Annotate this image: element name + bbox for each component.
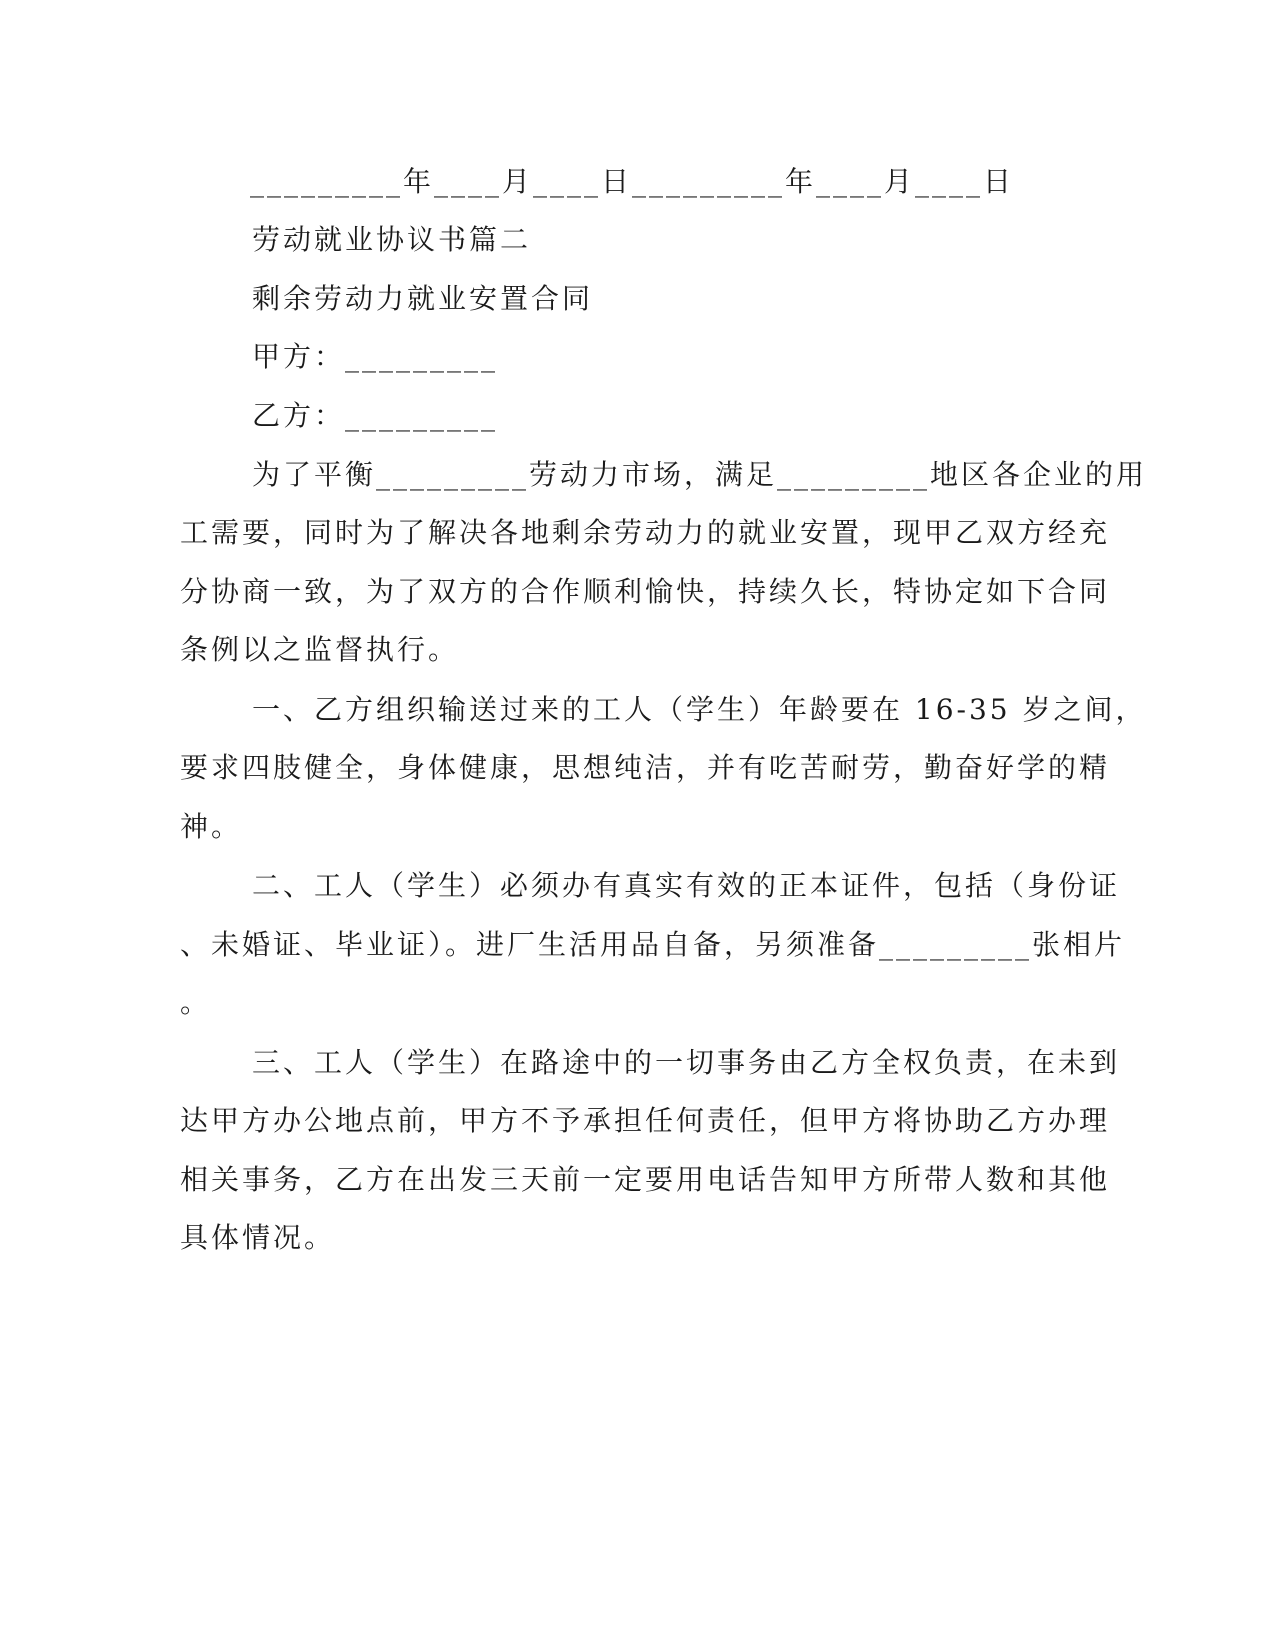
contract-title: 剩余劳动力就业安置合同 [252, 282, 594, 315]
clause-3-line: 达甲方办公地点前，甲方不予承担任何责任，但甲方将协助乙方办理 [180, 1104, 1111, 1137]
clause-3-line: 三、工人（学生）在路途中的一切事务由乙方全权负责，在未到 [252, 1046, 1121, 1079]
clause-3-line: 具体情况。 [180, 1221, 336, 1254]
clause-1-line: 一、乙方组织输送过来的工人（学生）年龄要在 16-35 岁之间， [252, 693, 1147, 726]
clause-1-line: 要求四肢健全，身体健康，思想纯洁，并有吃苦耐劳，勤奋好学的精 [180, 751, 1111, 784]
party-a-line: 甲方：_________ [252, 340, 499, 373]
intro-line: 条例以之监督执行。 [180, 633, 460, 666]
clause-2-line: 二、工人（学生）必须办有真实有效的正本证件，包括（身份证 [252, 869, 1121, 902]
date-line: _________年____月____日_________年____月____日 [250, 165, 1015, 198]
clause-3-line: 相关事务，乙方在出发三天前一定要用电话告知甲方所带人数和其他 [180, 1163, 1111, 1196]
section-heading: 劳动就业协议书篇二 [252, 223, 532, 256]
intro-line: 分协商一致，为了双方的合作顺利愉快，持续久长，特协定如下合同 [180, 575, 1111, 608]
party-b-line: 乙方：_________ [252, 399, 499, 432]
clause-2-line: 。 [180, 986, 212, 1019]
intro-line: 工需要，同时为了解决各地剩余劳动力的就业安置，现甲乙双方经充 [180, 516, 1111, 549]
clause-1-line: 神。 [180, 810, 243, 843]
clause-2-line: 、未婚证、毕业证）。进厂生活用品自备，另须准备_________张相片 [180, 928, 1126, 961]
intro-line: 为了平衡_________劳动力市场，满足_________地区各企业的用 [252, 458, 1148, 491]
